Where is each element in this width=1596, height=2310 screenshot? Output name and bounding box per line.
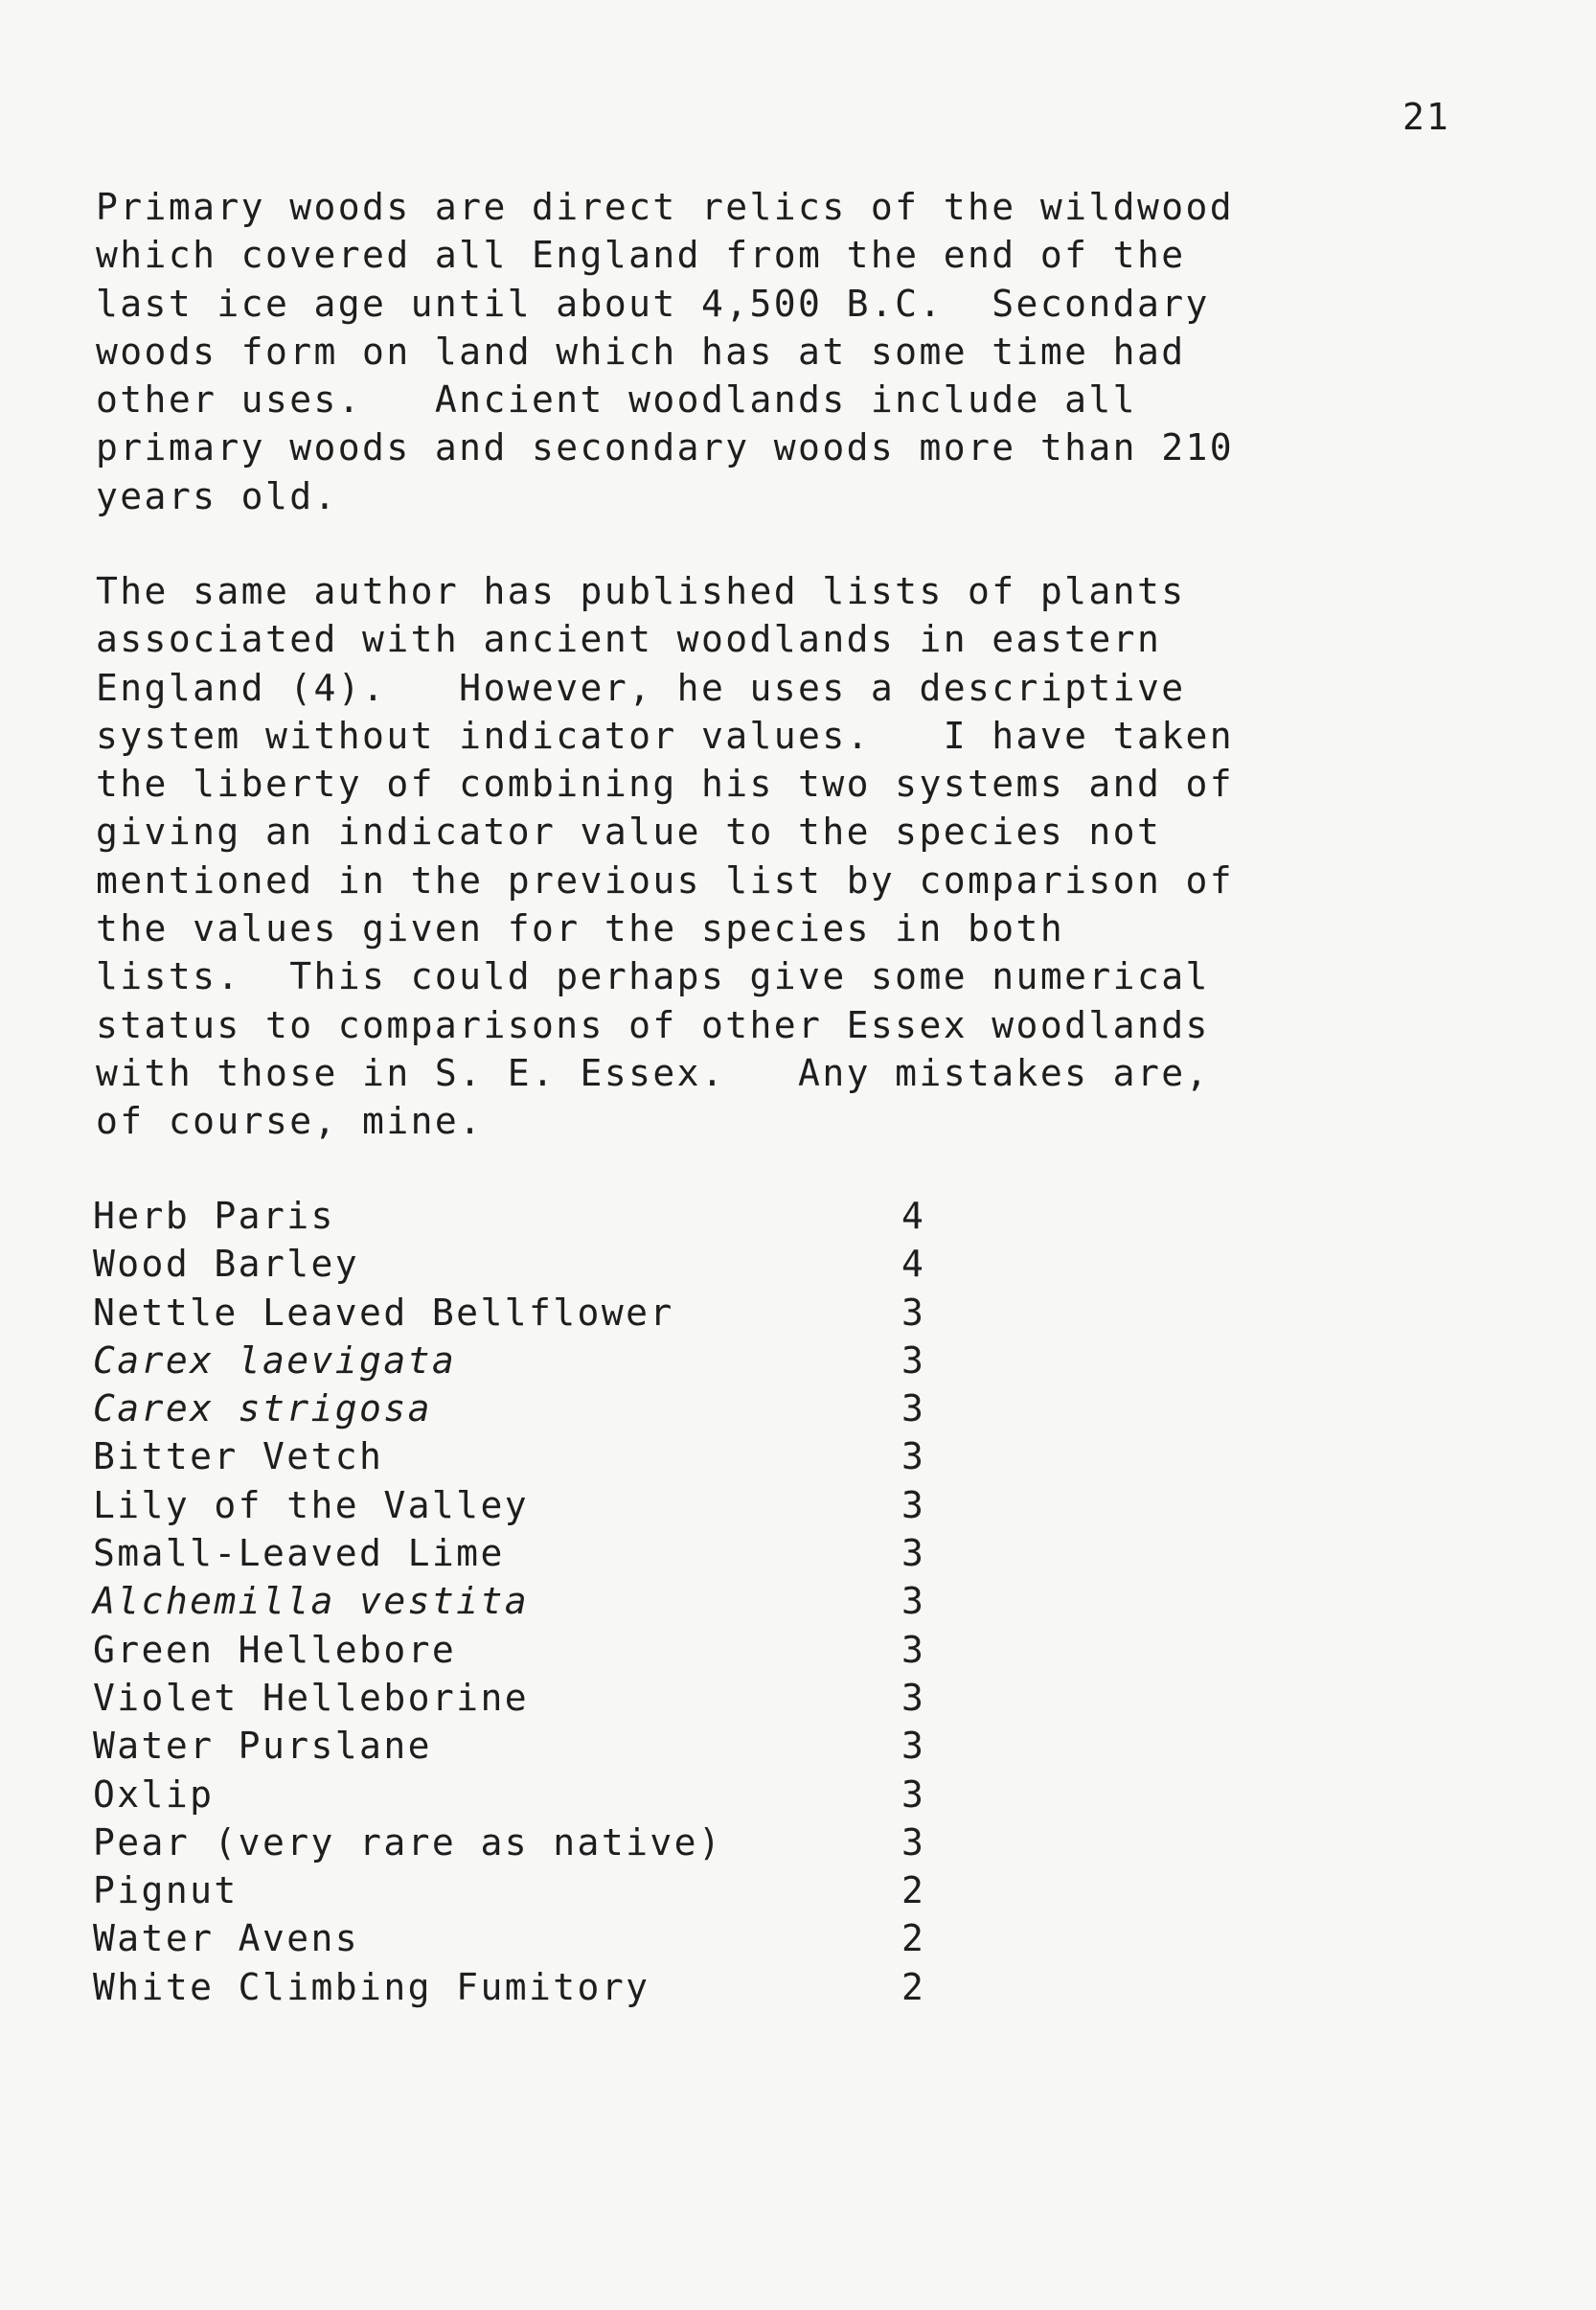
species-name: Carex laevigata — [93, 1338, 457, 1382]
species-name: Oxlip — [93, 1773, 215, 1816]
species-name: Alchemilla vestita — [93, 1580, 530, 1623]
indicator-value: 3 — [901, 1820, 926, 1864]
species-row — [93, 1240, 1051, 1288]
indicator-value: 4 — [901, 1243, 926, 1286]
page-number: 21 — [1402, 96, 1450, 138]
species-row — [93, 1771, 1051, 1818]
species-row — [93, 1577, 1051, 1625]
species-name: Nettle Leaved Bellflower — [93, 1291, 674, 1334]
indicator-value: 3 — [901, 1291, 926, 1334]
paragraph-primary-woods: Primary woods are direct relics of the wildwood which covered all England from the end of the last ice age until about 4,500 B.C. Secondary woods form on land which has at some time had other uses. Ancient woodlands include all primary woods and secondary woods more than 210 years old. — [96, 186, 1235, 517]
paragraph-plant-lists: The same author has published lists of plants associated with ancient woodlands in eastern England (4). However, he uses a descriptive system without indicator values. I have taken the liberty of combining his two systems and of giving an indicator value to the species not mentioned in the previous list by comparison of the values given for the species in both lists. This could perhaps give some numerical status to comparisons of other Essex woodlands with those in S. E. Essex. Any mistakes are, of course, mine. — [96, 570, 1235, 1143]
indicator-value: 3 — [901, 1628, 926, 1671]
indicator-value: 3 — [901, 1435, 926, 1478]
species-name: Lily of the Valley — [93, 1483, 530, 1526]
indicator-value: 2 — [901, 1917, 926, 1960]
species-name: Pear (very rare as native) — [93, 1820, 723, 1864]
species-row — [93, 1818, 1051, 1866]
species-row — [93, 1866, 1051, 1914]
species-name: Water Purslane — [93, 1725, 432, 1768]
indicator-value: 2 — [901, 1869, 926, 1912]
indicator-value: 2 — [901, 1965, 926, 2008]
species-row — [93, 1722, 1051, 1770]
species-name: Carex strigosa — [93, 1387, 432, 1430]
species-row — [93, 1289, 1051, 1337]
indicator-value: 3 — [901, 1580, 926, 1623]
indicator-value: 3 — [901, 1387, 926, 1430]
species-row — [93, 1914, 1051, 1962]
species-row — [93, 1432, 1051, 1480]
indicator-value: 3 — [901, 1676, 926, 1719]
indicator-value: 3 — [901, 1338, 926, 1382]
species-row — [93, 1963, 1051, 2011]
species-name: Small-Leaved Lime — [93, 1532, 505, 1575]
species-row — [93, 1337, 1051, 1384]
species-name: White Climbing Fumitory — [93, 1965, 650, 2008]
indicator-value: 3 — [901, 1773, 926, 1816]
indicator-value: 3 — [901, 1532, 926, 1575]
indicator-value: 4 — [901, 1195, 926, 1237]
species-name: Wood Barley — [93, 1243, 360, 1286]
species-row — [93, 1192, 1051, 1240]
species-name: Pignut — [93, 1869, 239, 1912]
species-name: Herb Paris — [93, 1195, 335, 1237]
species-row — [93, 1384, 1051, 1432]
species-name: Green Hellebore — [93, 1628, 457, 1671]
indicator-value: 3 — [901, 1483, 926, 1526]
species-row — [93, 1674, 1051, 1722]
species-name: Water Avens — [93, 1917, 360, 1960]
species-name: Bitter Vetch — [93, 1435, 384, 1478]
species-indicator-list — [93, 1192, 1051, 2011]
species-row — [93, 1529, 1051, 1577]
species-row — [93, 1626, 1051, 1674]
species-row — [93, 1481, 1051, 1529]
indicator-value: 3 — [901, 1725, 926, 1768]
species-name: Violet Helleborine — [93, 1676, 530, 1719]
